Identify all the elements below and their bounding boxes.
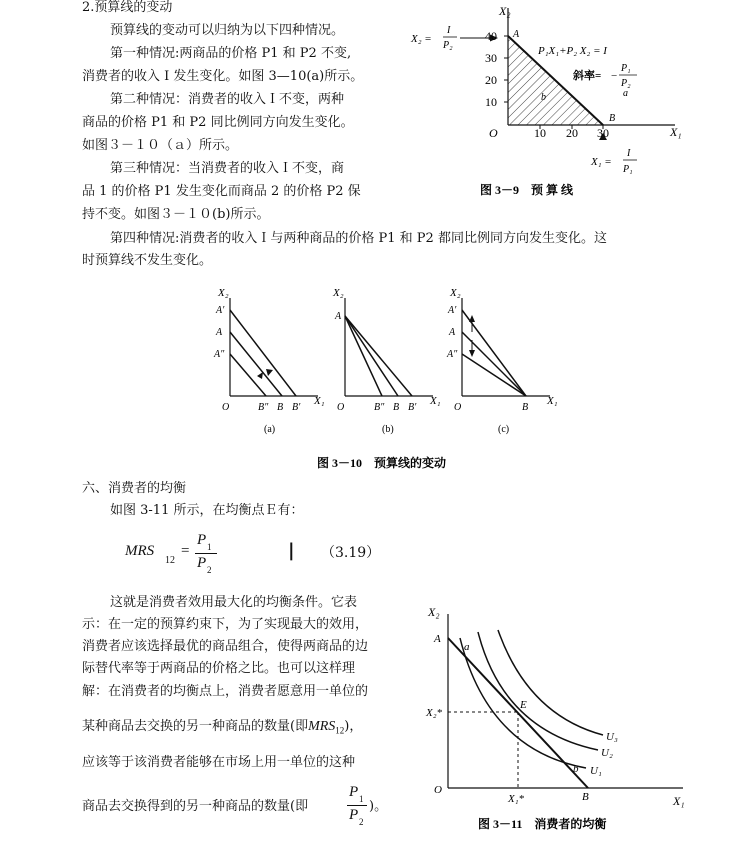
formula-num-subscript: 1 [207,542,212,552]
formula-3-19 [125,530,425,580]
formula-mrs: MRS [125,543,155,559]
fraction-bar [347,805,367,806]
case2-line2: 商品的价格 P1 和 P2 同比例同方向发生变化。 [82,115,354,130]
text-run: )， [344,719,363,734]
case2-line3: 如图３－１０（ａ）所示。 [82,138,239,153]
intercept-y-den: P₂ [443,40,453,51]
paragraph-line [82,784,402,834]
y-tick-label: 40 [485,29,497,43]
point-e-label: E [520,699,527,711]
x1-star-label: X₁* [508,793,525,805]
section-heading: 2.预算线的变动 [82,0,173,15]
budget-line-b-dprime [345,316,382,396]
origin-label: O [222,402,230,413]
figure-3-11 [418,600,698,840]
case1-line2: 消费者的收入 I 发生变化。如图 3—10(a)所示。 [82,69,364,84]
y-tick-label: 30 [485,51,497,65]
intercept-label: A [335,311,342,322]
intercept-label: B [522,402,529,413]
inline-denominator: P [349,807,359,823]
arrow-head [257,372,263,379]
formula-equals: = [181,543,190,559]
equation-number: （3.19） [321,545,381,561]
inline-num-subscript: 1 [359,794,364,804]
y-axis-label: X₂ [499,4,511,18]
budget-equation: P₁X₁+P₂ X₂ = I [538,45,607,57]
case3-line1: 第三种情况：当消费者的收入Ｉ不变，商 [110,161,345,176]
case1-line1: 第一种情况:两商品的价格 P1 和 P2 不变, [110,46,352,61]
budget-line-a-prime [230,310,296,396]
intercept-x-den: P₁ [623,164,633,175]
y-axis-label: X₂ [450,287,461,299]
origin-label: O [434,784,442,796]
formula-denominator: P [197,555,207,571]
y-tick-label: 20 [485,73,497,87]
intercept-label: A″ [447,349,458,360]
paragraph-line: 应该等于该消费者能够在市场上用一单位的这种 [82,755,356,770]
intercept-x-num: I [627,148,631,159]
section-heading: 六、消费者的均衡 [82,481,187,496]
intercept-label: B [277,402,284,413]
case4-line1: 第四种情况:消费者的收入Ｉ与两种商品的价格 P1 和 P2 都同比例同方向发生变化。这 [110,231,607,246]
x-axis-label: X₁ [670,125,682,139]
slope-label: 斜率= [573,70,602,82]
intercept-label: B [393,402,400,413]
formula-numerator: P [197,532,207,548]
point-b-label: B [582,791,589,803]
arrow-head [469,315,475,322]
indifference-curve-u2 [478,632,598,750]
y-axis-label: X₂ [428,605,440,619]
text-run: 某种商品去交换的另一种商品的数量(即 [82,719,309,734]
case2-line1: 第二种情况：消费者的收入Ｉ不变，两种 [110,92,345,107]
panel-a [213,287,325,435]
arrow-head [266,369,273,376]
y-axis-label: X₂ [333,287,344,299]
panel-label: (c) [498,424,510,435]
slope-den: P₂ [621,78,631,89]
point-b-small-label: b [573,763,579,775]
panel-b [332,287,441,435]
figure-caption: 图 3－11 消费者的均衡 [478,817,607,831]
formula-subscript: 12 [165,555,175,566]
x-axis-label: X₁ [673,794,685,808]
figure-caption: 图 3－9 预 算 线 [480,183,574,197]
intercept-label: A [449,327,456,338]
inline-numerator: P [349,784,359,800]
y-tick-label: 10 [485,95,497,109]
formula-den-subscript: 2 [207,565,212,575]
arrow-head [469,350,475,357]
origin-label: O [454,402,462,413]
indifference-curve-u3 [498,630,603,735]
curve-label-u2: U₂ [601,747,613,759]
budget-line-c-dprime [462,354,526,396]
budget-line-b [345,316,398,396]
slope-sign: − [611,70,618,82]
intercept-label: A′ [448,305,457,316]
text-run: 商品去交换得到的另一种商品的数量(即 [82,799,309,814]
intercept-x-lhs: X₁ = [591,156,612,168]
inline-den-subscript: 2 [359,817,364,827]
point-a-small-label: a [623,88,628,99]
x-tick-label: 10 [534,126,546,140]
case3-line2: 品 1 的价格 P1 发生变化而商品 2 的价格 P2 保 [82,184,361,199]
panel-label: (a) [264,424,276,435]
x2-star-label: X₂* [426,707,443,719]
curve-label-u3: U₃ [606,731,618,743]
paragraph-line: 解：在消费者的均衡点上，消费者愿意用一单位的 [82,684,369,699]
figure-caption: 图 3－10 预算线的变动 [317,456,447,470]
origin-label: O [489,126,498,140]
mrs-inline: MRS [308,719,336,734]
x-axis-label: X₁ [314,395,325,407]
text-run: )。 [369,799,388,814]
x-axis-label: X₁ [547,395,558,407]
paragraph-line: 这就是消费者效用最大化的均衡条件。它表 [110,595,358,610]
intercept-y-num: I [447,25,451,36]
paragraph-line: 际替代率等于两商品的价格之比。也可以这样理 [82,661,356,676]
origin-label: O [337,402,345,413]
curve-label-u1: U₁ [590,765,602,777]
intercept-y-lhs: X₂ = [411,33,432,45]
intercept-label: A′ [216,305,225,316]
formula-separator: | [288,540,295,561]
case4-line2: 时预算线不发生变化。 [82,253,213,268]
y-axis-label: X₂ [218,287,229,299]
point-a-label: A [513,29,520,40]
panel-label: (b) [382,424,394,435]
point-a-small-label: a [464,641,470,653]
intercept-label: B″ [258,402,269,413]
fraction-bar [195,553,217,554]
x-axis-label: X₁ [430,395,441,407]
intercept-label: A″ [214,349,225,360]
mrs-inline-subscript: 12 [335,725,345,736]
intercept-label: B′ [292,402,301,413]
paragraph-line: 示：在一定的预算约束下，为了实现最大的效用， [82,617,369,632]
intercept-label: B″ [374,402,385,413]
point-b-label: B [609,113,616,124]
intercept-label: A [216,327,223,338]
paragraph-line [82,716,362,742]
case3-line3: 持不变。如图３－１０(b)所示。 [82,207,270,222]
slope-num: P₁ [621,63,631,74]
figure-3-10 [200,280,580,475]
budget-line-b-prime [345,316,412,396]
point-b-small-label: b [541,92,546,103]
x-tick-label: 30 [597,126,609,140]
intercept-label: B′ [408,402,417,413]
paragraph-line: 消费者应该选择最优的商品组合，使得两商品的边 [82,639,369,654]
panel-c [446,287,558,435]
intro-text: 预算线的变动可以归纳为以下四种情况。 [110,23,345,38]
intro-text: 如图 3-11 所示，在均衡点Ｅ有： [110,503,304,518]
x-tick-label: 20 [566,126,578,140]
point-a-label: A [434,633,441,645]
figure-3-9 [405,0,695,205]
